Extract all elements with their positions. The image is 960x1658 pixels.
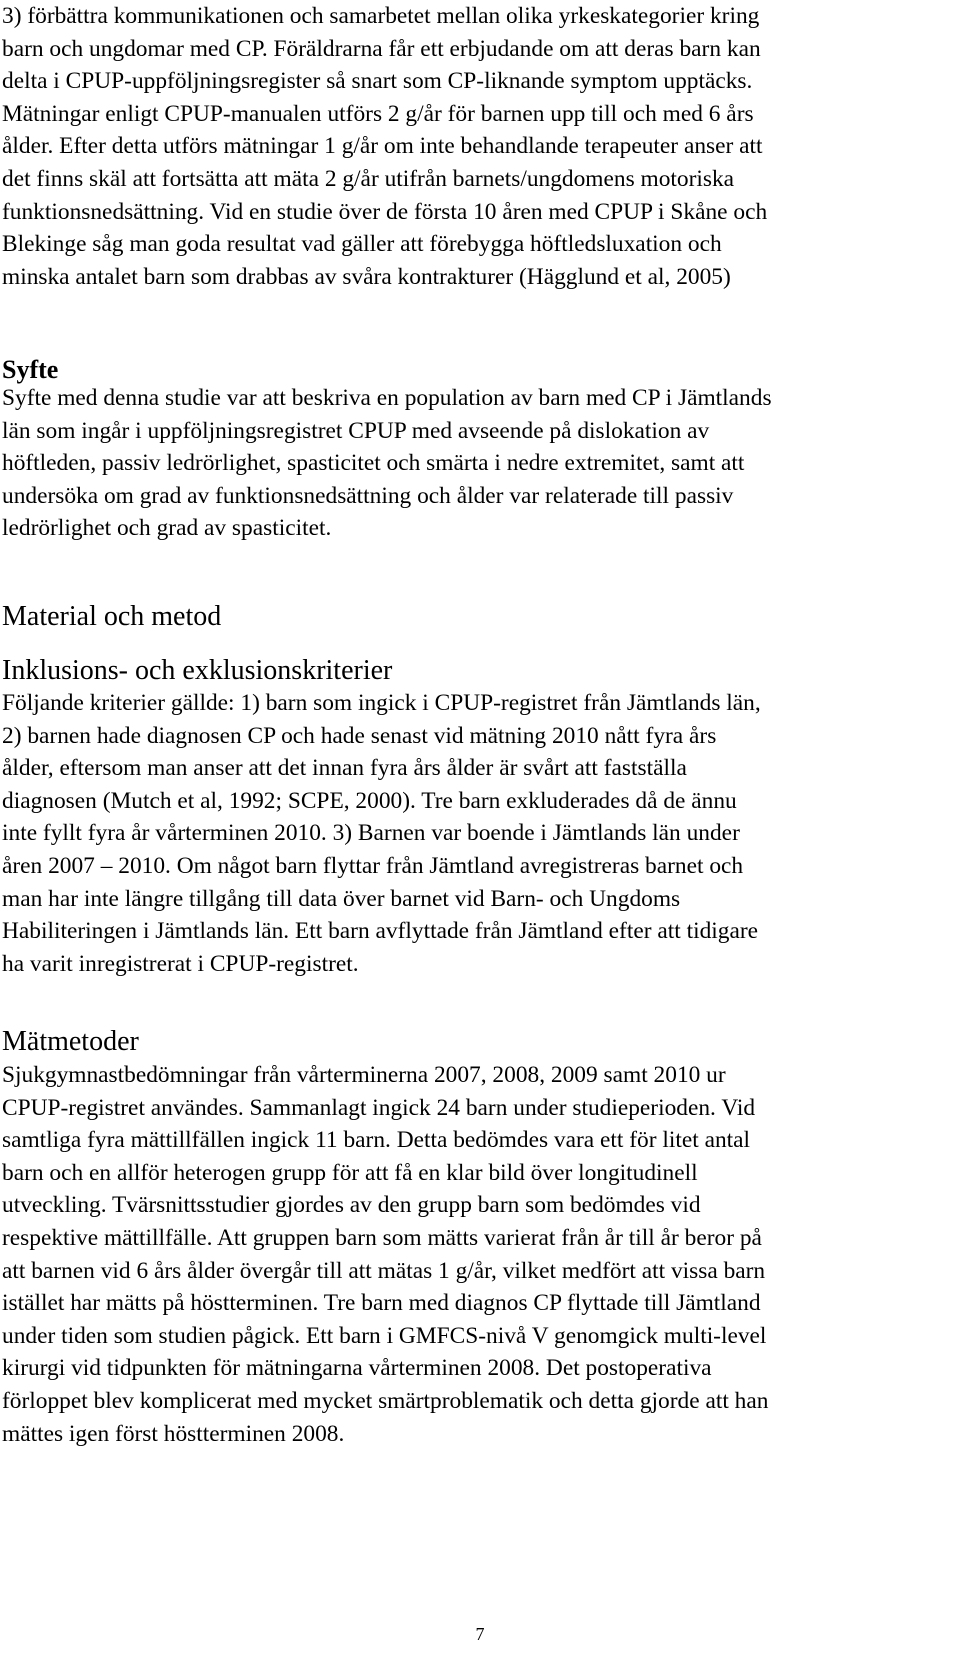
inklusion-paragraph <box>2 687 761 980</box>
matmetoder-heading: Mätmetoder <box>2 1026 139 1057</box>
text-line: mättes igen först höstterminen 2008. <box>2 1420 345 1447</box>
text-line: ålder. Efter detta utförs mätningar 1 g/år om inte behandlande terapeuter anser att <box>2 133 763 160</box>
intro-paragraph <box>2 0 767 293</box>
syfte-paragraph <box>2 382 772 545</box>
material-heading: Material och metod <box>2 601 222 632</box>
text-line: delta i CPUP-uppföljningsregister så snart som CP-liknande symptom upptäcks. <box>2 68 753 95</box>
text-line: 3) förbättra kommunikationen och samarbetet mellan olika yrkeskategorier kring <box>2 3 760 29</box>
text-line: att barnen vid 6 års ålder övergår till att mätas 1 g/år, vilket medfört att vissa barn <box>2 1257 766 1284</box>
page-number: 7 <box>475 1624 485 1644</box>
text-line: kirurgi vid tidpunkten för mätningarna vårterminen 2008. Det postoperativa <box>2 1355 712 1382</box>
inklusion-heading: Inklusions- och exklusionskriterier <box>2 655 393 686</box>
text-line: respektive mättillfälle. Att gruppen barn som mätts varierat från år till år beror på <box>2 1224 762 1251</box>
text-line: ålder, eftersom man anser att det innan fyra års ålder är svårt att fastställa <box>2 755 687 782</box>
text-line: Mätningar enligt CPUP-manualen utförs 2 g/år för barnen upp till och med 6 års <box>2 100 754 127</box>
text-line: Habiliteringen i Jämtlands län. Ett barn avflyttade från Jämtland efter att tidigare <box>2 918 759 945</box>
text-line: 2) barnen hade diagnosen CP och hade senast vid mätning 2010 nått fyra års <box>2 722 717 749</box>
text-line: diagnosen (Mutch et al, 1992; SCPE, 2000). Tre barn exkluderades då de ännu <box>2 787 737 814</box>
text-line: barn och en allför heterogen grupp för att få en klar bild över longitudinell <box>2 1159 698 1186</box>
text-line: åren 2007 – 2010. Om något barn flyttar från Jämtland avregistreras barnet och <box>2 852 744 879</box>
text-line: Syfte med denna studie var att beskriva en population av barn med CP i Jämtlands <box>2 385 772 411</box>
text-line: län som ingår i uppföljningsregistret CPUP med avseende på dislokation av <box>2 417 710 444</box>
text-line: Sjukgymnastbedömningar från vårterminerna 2007, 2008, 2009 samt 2010 ur <box>2 1062 726 1088</box>
text-line: förloppet blev komplicerat med mycket smärtproblematik och detta gjorde att han <box>2 1387 769 1414</box>
text-line: utveckling. Tvärsnittsstudier gjordes av den grupp barn som bedömdes vid <box>2 1192 701 1219</box>
text-line: barn och ungdomar med CP. Föräldrarna får ett erbjudande om att deras barn kan <box>2 35 761 62</box>
matmetoder-paragraph <box>2 1059 768 1450</box>
text-line: samtliga fyra mättillfällen ingick 11 barn. Detta bedömdes vara ett för litet antal <box>2 1127 751 1154</box>
text-line: höftleden, passiv ledrörlighet, spasticitet och smärta i nedre extremitet, samt att <box>2 450 745 477</box>
text-line: istället har mätts på höstterminen. Tre barn med diagnos CP flyttade till Jämtland <box>2 1290 761 1317</box>
text-line: CPUP-registret användes. Sammanlagt ingick 24 barn under studieperioden. Vid <box>2 1094 756 1121</box>
text-line: under tiden som studien pågick. Ett barn i GMFCS-nivå V genomgick multi-level <box>2 1322 767 1349</box>
text-line: Blekinge såg man goda resultat vad gäller att förebygga höftledsluxation och <box>2 231 722 258</box>
syfte-heading: Syfte <box>2 355 59 384</box>
text-line: man har inte längre tillgång till data över barnet vid Barn- och Ungdoms <box>2 885 681 912</box>
text-line: Följande kriterier gällde: 1) barn som ingick i CPUP-registret från Jämtlands län, <box>2 690 761 716</box>
text-line: inte fyllt fyra år vårterminen 2010. 3) Barnen var boende i Jämtlands län under <box>2 820 740 847</box>
text-line: undersöka om grad av funktionsnedsättning och ålder var relaterade till passiv <box>2 482 734 509</box>
text-line: funktionsnedsättning. Vid en studie över de första 10 åren med CPUP i Skåne och <box>2 198 768 225</box>
text-line: ha varit inregistrerat i CPUP-registret. <box>2 950 359 977</box>
text-line: det finns skäl att fortsätta att mäta 2 g/år utifrån barnets/ungdomens motoriska <box>2 165 735 192</box>
text-line: minska antalet barn som drabbas av svåra kontrakturer (Hägglund et al, 2005) <box>2 263 731 290</box>
text-line: ledrörlighet och grad av spasticitet. <box>2 515 332 542</box>
